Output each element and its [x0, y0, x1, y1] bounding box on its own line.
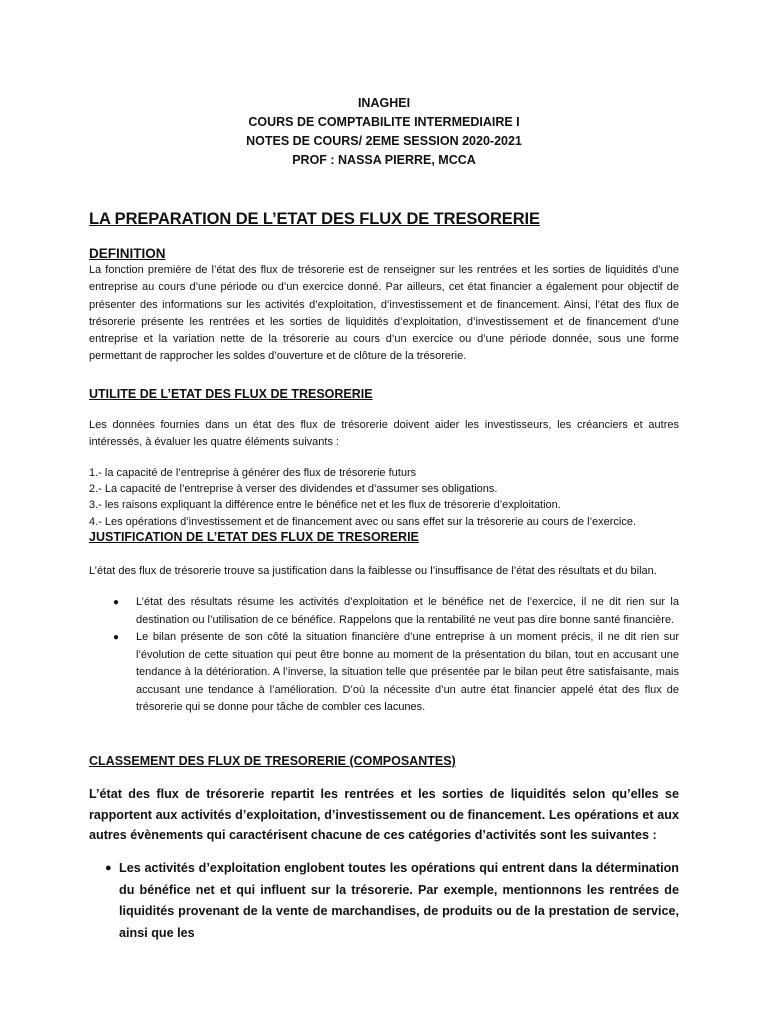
bullet-icon: ● — [113, 597, 120, 608]
list-item — [89, 858, 679, 944]
session-info: NOTES DE COURS/ 2EME SESSION 2020-2021 — [246, 134, 522, 148]
document-header — [0, 94, 768, 170]
list-item: 1.- la capacité de l’entreprise à générer des flux de trésorerie futurs — [89, 467, 417, 479]
institution-name: INAGHEI — [357, 96, 411, 110]
list-item: 2.- La capacité de l’entreprise à verser des dividendes et d’assumer ses obligations. — [89, 483, 498, 496]
bullet-icon: ● — [113, 632, 120, 643]
utilite-list — [89, 465, 679, 530]
page-title: LA PREPARATION DE L’ETAT DES FLUX DE TRESORERIE — [89, 210, 540, 228]
list-item — [89, 594, 679, 629]
bullet-text: Les activités d’exploitation englobent toutes les opérations qui entrent dans la détermination du bénéfice net et qui influent sur la trésorerie. Par exemple, mentionnons les rentrées de liquidités provenant de la vente de marchandises, de produits ou de la prestation de service, ainsi que les — [119, 861, 679, 940]
list-item — [89, 629, 679, 717]
bullet-text: L’état des résultats résume les activités d’exploitation et le bénéfice net de l’exercice, il ne dit rien sur la destination ou l’utilisation de ce bénéfice. Rappelons que la rentabilité ne veut pas dire bonne santé financière. — [136, 596, 679, 626]
definition-heading: DEFINITION — [89, 246, 166, 261]
definition-paragraph: La fonction première de l’état des flux de trésorerie est de renseigner sur les rentrées et les sorties de liquidités d’une entreprise au cours d’une période ou d’un exercice donné. Par ailleurs, cet état financier a également pour objectif de présenter des informations sur les activités d’exploitation, d’investissement et de financement. Ainsi, l’état des flux de trésorerie présente les rentrées et les sorties de liquidités d’exploitation, d’investissement et de financement d’une entreprise et la variation nette de la trésorerie au cours d’un exercice ou d’une période donnée, sous une forme permettant de rapprocher les soldes d’ouverture et de clôture de la trésorerie. — [89, 264, 679, 363]
bullet-text: Le bilan présente de son côté la situation financière d’une entreprise à un moment précis, il ne dit rien sur l’évolution de cette situation qui peut être bonne au moment de la présentation du bilan, tout en accusant une tendance à la détérioration. A l’inverse, la situation telle que présentée par le bilan peut être satisfaisante, mais accusant une tendance à l’amélioration. D’où la nécessite d’un autre état financier appelé état des flux de trésorerie qui se donne pour tâche de combler ces lacunes. — [136, 631, 679, 713]
justification-bullets — [89, 594, 679, 717]
utilite-heading: UTILITE DE L’ETAT DES FLUX DE TRESORERIE — [89, 387, 373, 401]
classement-intro: L’état des flux de trésorerie repartit les rentrées et les sorties de liquidités selon qu’elles se rapportent aux activités d’exploitation, d’investissement ou de financement. Les opérations et aux autres évènements qui caractérisent chacune de ces catégories d’activités sont les suivantes : — [89, 787, 679, 842]
justification-intro: L’état des flux de trésorerie trouve sa justification dans la faiblesse ou l’insuffisance de l’état des résultats et du bilan. — [89, 565, 657, 577]
list-item: 3.- les raisons expliquant la différence entre le bénéfice net et les flux de trésorerie d’exploitation. — [89, 499, 561, 512]
list-item: 4.- Les opérations d’investissement et de financement avec ou sans effet sur la trésorerie au cours de l’exercice. — [89, 515, 637, 528]
professor-name: PROF : NASSA PIERRE, MCCA — [292, 153, 476, 167]
justification-heading: JUSTIFICATION DE L’ETAT DES FLUX DE TRESORERIE — [89, 530, 419, 544]
course-title: COURS DE COMPTABILITE INTERMEDIAIRE I — [248, 115, 520, 129]
classement-bullets — [89, 858, 679, 944]
utilite-intro: Les données fournies dans un état des flux de trésorerie doivent aider les investisseurs, les créanciers et autres intéressés, à évaluer les quatre éléments suivants : — [89, 419, 679, 449]
classement-heading: CLASSEMENT DES FLUX DE TRESORERIE (COMPOSANTES) — [89, 754, 456, 768]
bullet-icon: ● — [105, 862, 112, 874]
